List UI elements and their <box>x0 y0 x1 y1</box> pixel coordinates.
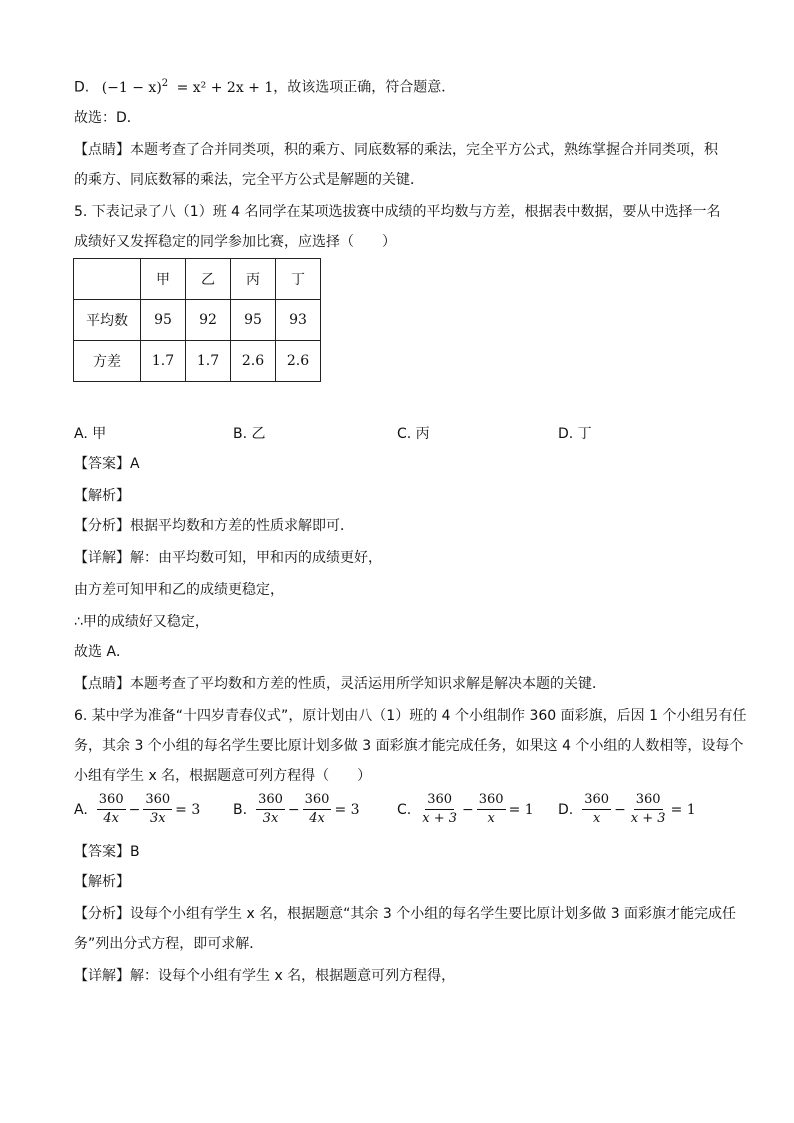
q6-option-c-label: C. <box>397 801 412 818</box>
table-header-cell: 乙 <box>186 259 231 300</box>
numerator: 360 <box>425 792 454 810</box>
numerator: 360 <box>634 792 663 810</box>
q5-option-d: D. 丁 <box>558 426 592 442</box>
q6-detail-line1: 【详解】解：设每个小组有学生 x 名，根据题意可列方程得， <box>74 968 456 984</box>
prev-option-d-rhs: = x² + 2x + 1 <box>176 79 274 96</box>
table-cell: 2.6 <box>231 341 276 382</box>
q6-analysis-line1: 【分析】设每个小组有学生 x 名，根据题意“其余 3 个小组的每名学生要比原计划多做 3 面彩旗才能完成任 <box>74 906 737 922</box>
q6-option-d <box>558 792 698 827</box>
q5-option-c: C. 丙 <box>397 426 430 442</box>
prev-comment-line2: 的乘方、同底数幂的乘法，完全平方公式是解题的关键． <box>74 172 424 188</box>
numerator: 360 <box>256 792 285 810</box>
q6-option-d-label: D. <box>558 801 574 818</box>
q5-analysis: 【分析】根据平均数和方差的性质求解即可． <box>74 518 354 534</box>
q5-answer: 【答案】A <box>74 456 140 472</box>
denominator: 4x <box>103 811 119 826</box>
denominator: 4x <box>309 811 325 826</box>
q6-analysis-title: 【解析】 <box>74 874 130 890</box>
table-row-label: 平均数 <box>74 300 141 341</box>
equation-rhs: = 1 <box>670 801 696 818</box>
table-header-cell: 丁 <box>276 259 321 300</box>
q5-option-a: A. 甲 <box>74 426 107 442</box>
minus-sign: − <box>614 801 626 818</box>
fraction <box>303 792 332 827</box>
q6-option-b <box>233 792 362 827</box>
prev-comment-line1: 【点睛】本题考查了合并同类项，积的乘方、同底数幂的乘法，完全平方公式，熟练掌握合并同类项，积 <box>74 142 718 158</box>
equation-rhs: = 3 <box>175 801 201 818</box>
equation-rhs: = 1 <box>508 801 534 818</box>
q5-detail-line3: ∴甲的成绩好又稳定， <box>74 614 209 630</box>
equation-rhs: = 3 <box>334 801 360 818</box>
fraction <box>629 792 668 827</box>
table-header-cell <box>74 259 141 300</box>
table-cell: 1.7 <box>186 341 231 382</box>
q6-stem-line1: 6. 某中学为准备“十四岁青春仪式”，原计划由八（1）班的 4 个小组制作 360 面彩旗，后因 1 个小组另有任 <box>74 708 747 724</box>
table-cell: 2.6 <box>276 341 321 382</box>
q6-option-b-label: B. <box>233 801 248 818</box>
minus-sign: − <box>128 801 141 818</box>
prev-choose: 故选：D． <box>74 110 141 126</box>
prev-option-d <box>74 74 455 98</box>
q6-answer: 【答案】B <box>74 844 140 860</box>
denominator: x <box>592 811 601 826</box>
table-row <box>74 300 321 341</box>
q6-stem-line3: 小组有学生 x 名，根据题意可列方程得（ ） <box>74 768 372 784</box>
denominator: x + 3 <box>422 811 457 826</box>
table-row <box>74 341 321 382</box>
table-cell: 93 <box>276 300 321 341</box>
fraction <box>477 792 506 827</box>
denominator: 3x <box>149 811 166 826</box>
q6-analysis-line2: 务”列出分式方程，即可求解． <box>74 936 264 952</box>
denominator: 3x <box>262 811 279 826</box>
table-row-label: 方差 <box>74 341 141 382</box>
table-cell: 1.7 <box>141 341 186 382</box>
q5-detail-line2: 由方差可知甲和乙的成绩更稳定， <box>74 582 284 598</box>
q5-detail-line1: 【详解】解：由平均数可知，甲和丙的成绩更好， <box>74 550 382 566</box>
prev-option-d-text: ，故该选项正确，符合题意． <box>273 79 456 96</box>
denominator: x + 3 <box>630 811 666 826</box>
q6-stem-line2: 务，其余 3 个小组的每名学生要比原计划多做 3 面彩旗才能完成任务，如果这 4 个小组的人数相等，设每个 <box>74 738 744 754</box>
q5-option-b: B. 乙 <box>233 426 266 442</box>
q5-choose: 故选 A． <box>74 644 131 660</box>
q6-option-c <box>397 792 536 827</box>
denominator: x <box>487 811 495 826</box>
fraction <box>420 792 459 827</box>
numerator: 360 <box>97 792 126 810</box>
numerator: 360 <box>477 792 506 810</box>
table-cell: 95 <box>141 300 186 341</box>
table-cell: 95 <box>231 300 276 341</box>
q6-option-a <box>74 792 202 827</box>
prev-option-d-base: (−1 − x) <box>101 79 162 96</box>
numerator: 360 <box>303 792 332 810</box>
fraction <box>256 792 285 827</box>
q5-stem-line1: 5. 下表记录了八（1）班 4 名同学在某项选拔赛中成绩的平均数与方差，根据表中数据，要从中选择一名 <box>74 204 721 220</box>
fraction <box>582 792 611 827</box>
q5-comment: 【点睛】本题考查了平均数和方差的性质，灵活运用所学知识求解是解决本题的关键． <box>74 676 606 692</box>
prev-option-d-exp: 2 <box>161 78 169 89</box>
numerator: 360 <box>582 792 611 810</box>
fraction <box>143 792 172 827</box>
table-header-cell: 丙 <box>231 259 276 300</box>
fraction <box>97 792 126 827</box>
prev-option-d-label: D. <box>74 79 90 96</box>
minus-sign: − <box>287 801 300 818</box>
q6-option-a-label: A. <box>74 801 88 818</box>
minus-sign: − <box>462 801 474 818</box>
q5-stem-line2: 成绩好又发挥稳定的同学参加比赛，应选择（ ） <box>74 234 396 250</box>
table-cell: 92 <box>186 300 231 341</box>
table-header-cell: 甲 <box>141 259 186 300</box>
q5-score-table <box>73 258 321 382</box>
q5-analysis-title: 【解析】 <box>74 488 130 504</box>
numerator: 360 <box>143 792 172 810</box>
table-row <box>74 259 321 300</box>
